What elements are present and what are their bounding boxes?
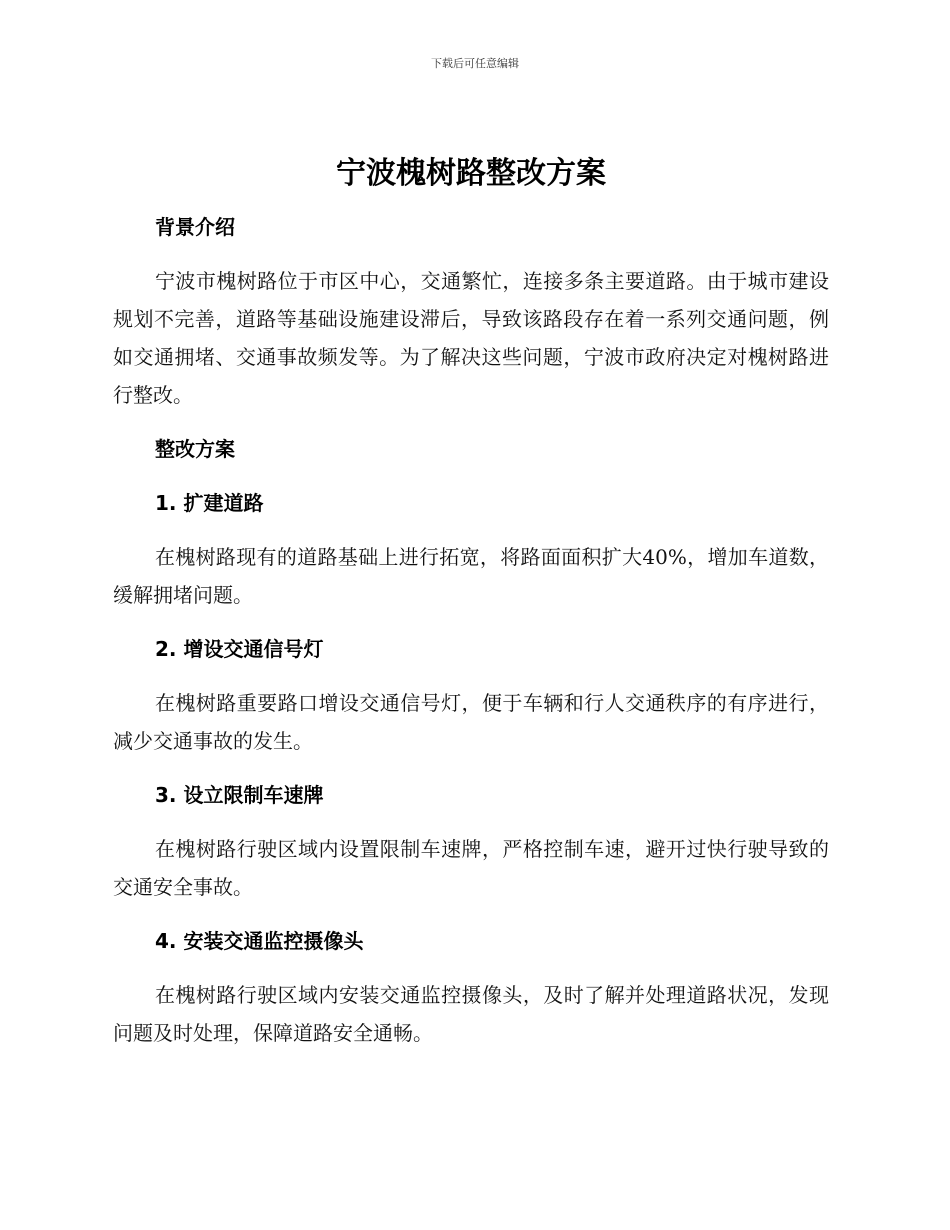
plan-item-2-paragraph: 在槐树路重要路口增设交通信号灯，便于车辆和行人交通秩序的有序进行，减少交通事故的发生。 xyxy=(113,691,829,753)
plan-item-4-heading: 4. 安装交通监控摄像头 xyxy=(155,929,364,953)
background-paragraph: 宁波市槐树路位于市区中心，交通繁忙，连接多条主要道路。由于城市建设规划不完善，道路等基础设施建设滞后，导致该路段存在着一系列交通问题，例如交通拥堵、交通事故频发等。为了解决这些问题，宁波市政府决定对槐树路进行整改。 xyxy=(113,269,829,407)
plan-item-1-paragraph: 在槐树路现有的道路基础上进行拓宽，将路面面积扩大40%，增加车道数，缓解拥堵问题。 xyxy=(113,545,829,607)
plan-item-2 xyxy=(113,630,829,760)
plan-section xyxy=(113,430,829,1052)
plan-item-3 xyxy=(113,776,829,906)
document-title: 宁波槐树路整改方案 xyxy=(336,156,606,191)
plan-item-1 xyxy=(113,484,829,614)
background-heading: 背景介绍 xyxy=(155,215,235,239)
plan-item-1-heading: 1. 扩建道路 xyxy=(155,491,264,515)
plan-item-3-heading: 3. 设立限制车速牌 xyxy=(155,783,324,807)
plan-heading: 整改方案 xyxy=(155,437,235,461)
document-body xyxy=(113,150,829,1052)
plan-item-3-paragraph: 在槐树路行驶区域内设置限制车速牌，严格控制车速，避开过快行驶导致的交通安全事故。 xyxy=(113,837,829,899)
header-note: 下载后可任意编辑 xyxy=(431,57,519,70)
plan-item-4 xyxy=(113,922,829,1052)
plan-item-4-paragraph: 在槐树路行驶区域内安装交通监控摄像头，及时了解并处理道路状况，发现问题及时处理，保障道路安全通畅。 xyxy=(113,983,829,1045)
plan-item-2-heading: 2. 增设交通信号灯 xyxy=(155,637,324,661)
background-section xyxy=(113,208,829,414)
